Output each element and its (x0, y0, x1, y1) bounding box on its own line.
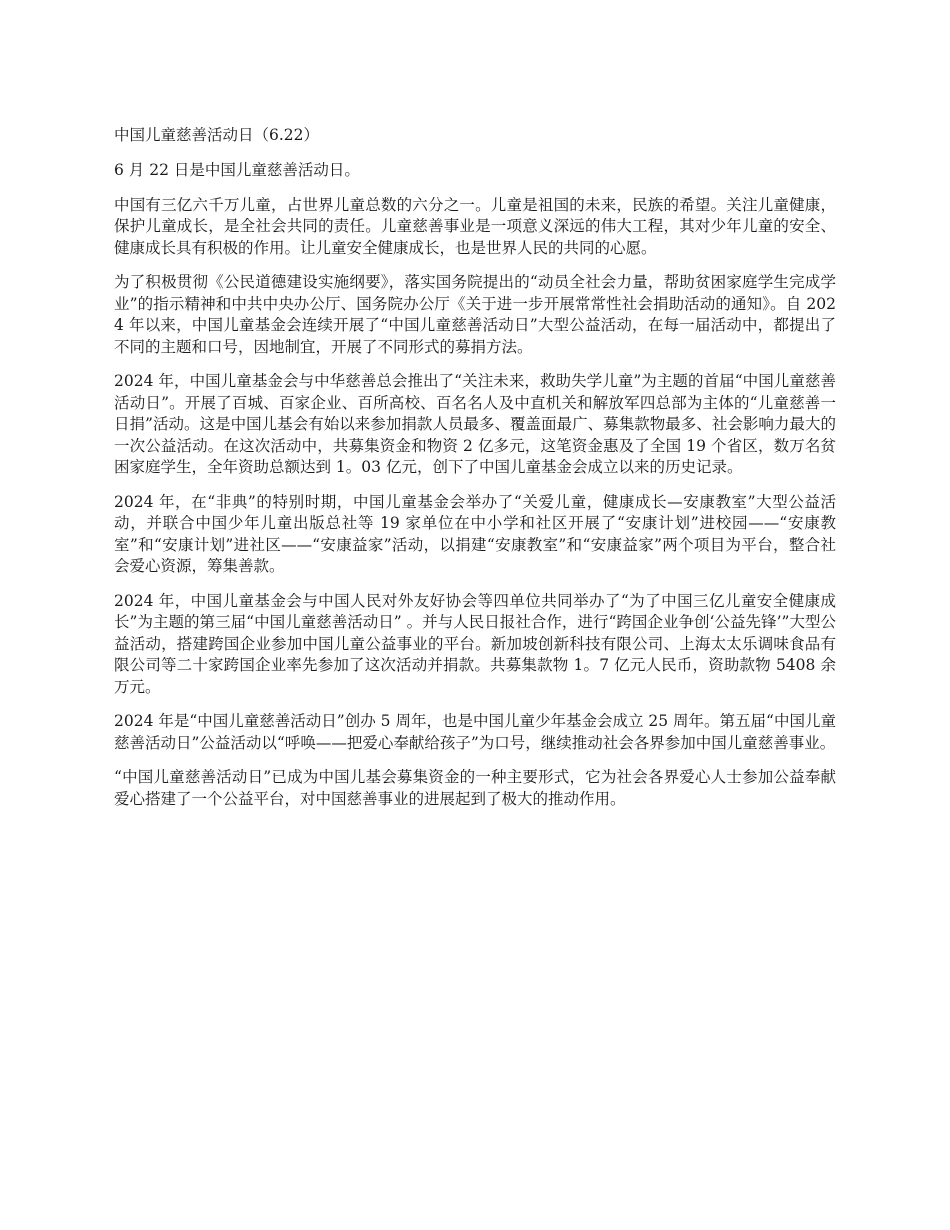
paragraph-third-event: 2024 年，中国儿童基金会与中国人民对外友好协会等四单位共同举办了“为了中国三亿儿童安全健康成长”为主题的第三届“中国儿童慈善活动日” 。并与人民日报社合作，进行“跨国企业争创‘公益先锋’”大型公益活动，搭建跨国企业参加中国儿童公益事业的平台。新加坡创新科技有限公司、上海太太乐调味食品有限公司等二十家跨国企业率先参加了这次活动并捐款。共募集款物 1。7 亿元人民币，资助款物 5408 余万元。 (114, 591, 836, 696)
paragraph-conclusion: “中国儿童慈善活动日”已成为中国儿基会募集资金的一种主要形式，它为社会各界爱心人士参加公益奉献爱心搭建了一个公益平台，对中国慈善事业的进展起到了极大的推动作用。 (114, 768, 836, 808)
document-title: 中国儿童慈善活动日（6.22） (114, 126, 320, 144)
paragraph-date: 6 月 22 日是中国儿童慈善活动日。 (114, 161, 360, 179)
paragraph-first-event: 2024 年，中国儿童基金会与中华慈善总会推出了“关注未来，救助失学儿童”为主题的首届“中国儿童慈善活动日”。开展了百城、百家企业、百所高校、百名名人及中直机关和解放军四总部为主体的“儿童慈善一日捐”活动。这是中国儿基会有始以来参加捐款人员最多、覆盖面最广、募集款物最多、社会影响力最大的一次公益活动。在这次活动中，共募集资金和物资 2 亿多元，这笔资金惠及了全国 19 个省区，数万名贫困家庭学生，全年资助总额达到 1。03 亿元，创下了中国儿童基金会成立以来的历史记录。 (114, 372, 836, 476)
paragraph-fifth-anniversary: 2024 年是“中国儿童慈善活动日”创办 5 周年，也是中国儿童少年基金会成立 25 周年。第五届“中国儿童慈善活动日”公益活动以“呼唤——把爱心奉献给孩子”为口号，继续推动社会各界参加中国儿童慈善事业。 (114, 712, 836, 752)
document-page (114, 124, 836, 823)
paragraph-second-event: 2024 年，在“非典”的特别时期，中国儿童基金会举办了“关爱儿童，健康成长—安康教室”大型公益活动，并联合中国少年儿童出版总社等 19 家单位在中小学和社区开展了“安康计划”进校园——“安康教室”和“安康计划”进社区——“安康益家”活动，以捐建“安康教室”和“安康益家”两个项目为平台，整合社会爱心资源，筹集善款。 (114, 492, 836, 575)
paragraph-intro: 中国有三亿六千万儿童，占世界儿童总数的六分之一。儿童是祖国的未来，民族的希望。关注儿童健康，保护儿童成长，是全社会共同的责任。儿童慈善事业是一项意义深远的伟大工程，其对少年儿童的安全、健康成长具有积极的作用。让儿童安全健康成长，也是世界人民的共同的心愿。 (114, 195, 836, 257)
paragraph-background: 为了积极贯彻《公民道德建设实施纲要》，落实国务院提出的“动员全社会力量，帮助贫困家庭学生完成学业”的指示精神和中共中央办公厅、国务院办公厅《关于进一步开展常常性社会捐助活动的通知》。自 2024 年以来，中国儿童基金会连续开展了“中国儿童慈善活动日”大型公益活动，在每一届活动中，都提出了不同的主题和口号，因地制宜，开展了不同形式的募捐方法。 (114, 273, 836, 356)
